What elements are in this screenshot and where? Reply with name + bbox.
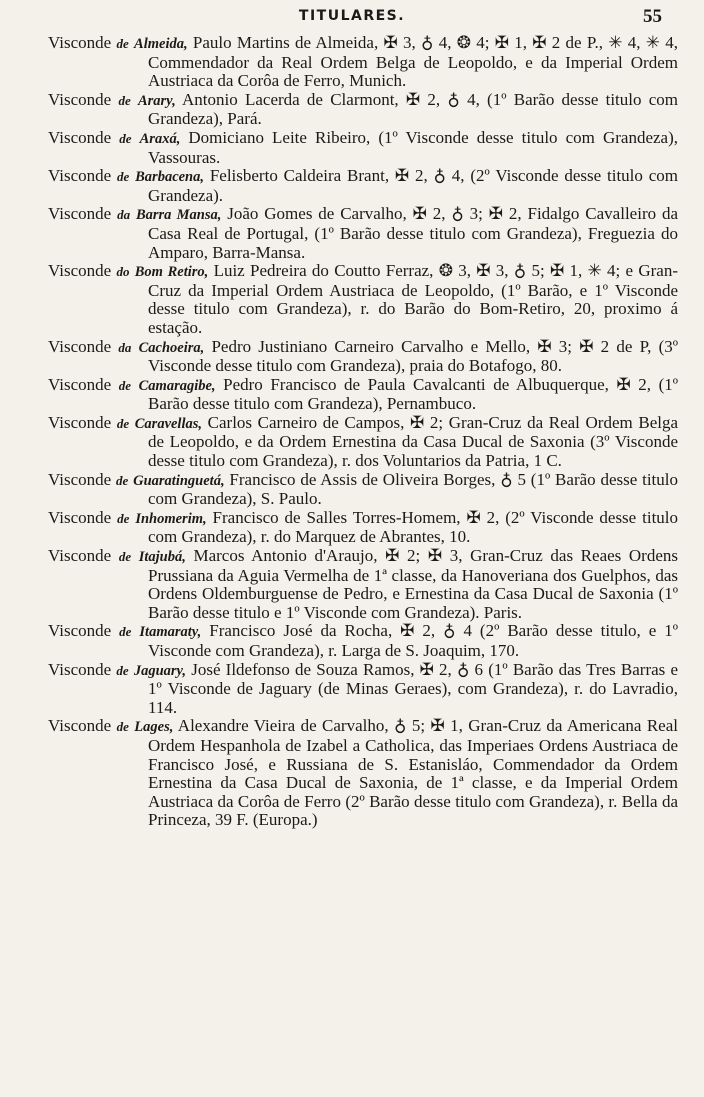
list-item: Visconde da Cachoeira, Pedro Justiniano Carneiro Carvalho e Mello, ✠ 3; ✠ 2 de P, (3º Visconde desse titulo com Grandeza), praia do Botafogo, 80. — [48, 336, 679, 376]
list-item: Visconde da Barra Mansa, João Gomes de Carvalho, ✠ 2, ♁ 3; ✠ 2, Fidalgo Cavalleiro da Casa Real de Portugal, (1º Barão desse titulo com Grandeza), Freguezia do Amparo, Barra-Mansa. — [48, 204, 679, 262]
list-item: Visconde de Caravellas, Carlos Carneiro de Campos, ✠ 2; Gran-Cruz da Real Ordem Belga de Leopoldo, e da Ordem Ernestina da Casa Ducal de Saxonia (3º Visconde desse titulo com Grandeza), r. dos Voluntarios da Patria, 1 C. — [48, 412, 679, 471]
page-header — [0, 6, 704, 30]
list-item: Visconde de Almeida, Paulo Martins de Almeida, ✠ 3, ♁ 4, ❂ 4; ✠ 1, ✠ 2 de P., ✳ 4, ✳ 4, Commendador da Real Ordem Belga de Leopoldo, e da Imperial Ordem Austriaca da Corôa de Ferro, Munich. — [48, 33, 679, 91]
running-title: TITULARES. — [298, 8, 406, 24]
list-item: Visconde de Araxá, Domiciano Leite Ribeiro, (1º Visconde desse titulo com Grandeza), Vassouras. — [48, 127, 679, 167]
entry-list — [36, 34, 678, 830]
list-item: Visconde de Arary, Antonio Lacerda de Clarmont, ✠ 2, ♁ 4, (1º Barão desse titulo com Grandeza), Pará. — [48, 89, 679, 129]
list-item: Visconde de Itajubá, Marcos Antonio d'Araujo, ✠ 2; ✠ 3, Gran-Cruz das Reaes Ordens Prussiana da Aguia Vermelha de 1ª classe, da Hanoveriana dos Guelphos, das Ordens Oldemburguense de Pedro, e Ernestina da Casa Ducal de Saxonia (1º Barão desse titulo e 1º Visconde com Grandeza). Paris. — [48, 546, 678, 622]
list-item: Visconde de Itamaraty, Francisco José da Rocha, ✠ 2, ♁ 4 (2º Barão desse titulo, e 1º Visconde com Grandeza), r. Larga de S. Joaquim, 170. — [48, 621, 679, 660]
list-item: Visconde de Guaratinguetá, Francisco de Assis de Oliveira Borges, ♁ 5 (1º Barão desse titulo com Grandeza), S. Paulo. — [48, 469, 679, 509]
list-item: Visconde de Lages, Alexandre Vieira de Carvalho, ♁ 5; ✠ 1, Gran-Cruz da Americana Real Ordem Hespanhola de Izabel a Catholica, das Imperiaes Ordens Austriaca de Francisco José, e Russiana de S. Estanisláo, Commendador da Ordem Ernestina da Casa Ducal de Saxonia, de 1ª classe, e da Imperial Ordem Austriaca da Corôa de Ferro (2º Barão desse titulo com Grandeza), r. Bella da Princeza, 39 F. (Europa.) — [48, 716, 678, 830]
list-item: Visconde de Inhomerim, Francisco de Salles Torres-Homem, ✠ 2, (2º Visconde desse titulo com Grandeza), r. do Marquez de Abrantes, 10. — [48, 507, 679, 547]
list-item: Visconde do Bom Retiro, Luiz Pedreira do Coutto Ferraz, ❂ 3, ✠ 3, ♁ 5; ✠ 1, ✳ 4; e Gran-Cruz da Imperial Ordem Austriaca de Leopoldo, (1º Barão, e 1º Visconde desse titulo com Grandeza), r. do Barão do Bom-Retiro, 20, proximo á estação. — [48, 261, 679, 337]
list-item: Visconde de Camaragibe, Pedro Francisco de Paula Cavalcanti de Albuquerque, ✠ 2, (1º Barão desse titulo com Grandeza), Pernambuco. — [48, 374, 679, 414]
list-item: Visconde de Jaguary, José Ildefonso de Souza Ramos, ✠ 2, ♁ 6 (1º Barão das Tres Barras e 1º Visconde de Jaguary (de Minas Geraes), com Grandeza), r. do Lavradio, 114. — [48, 659, 678, 717]
list-item: Visconde de Barbacena, Felisberto Caldeira Brant, ✠ 2, ♁ 4, (2º Visconde desse titulo com Grandeza). — [48, 166, 678, 205]
page-number: 55 — [643, 6, 662, 27]
